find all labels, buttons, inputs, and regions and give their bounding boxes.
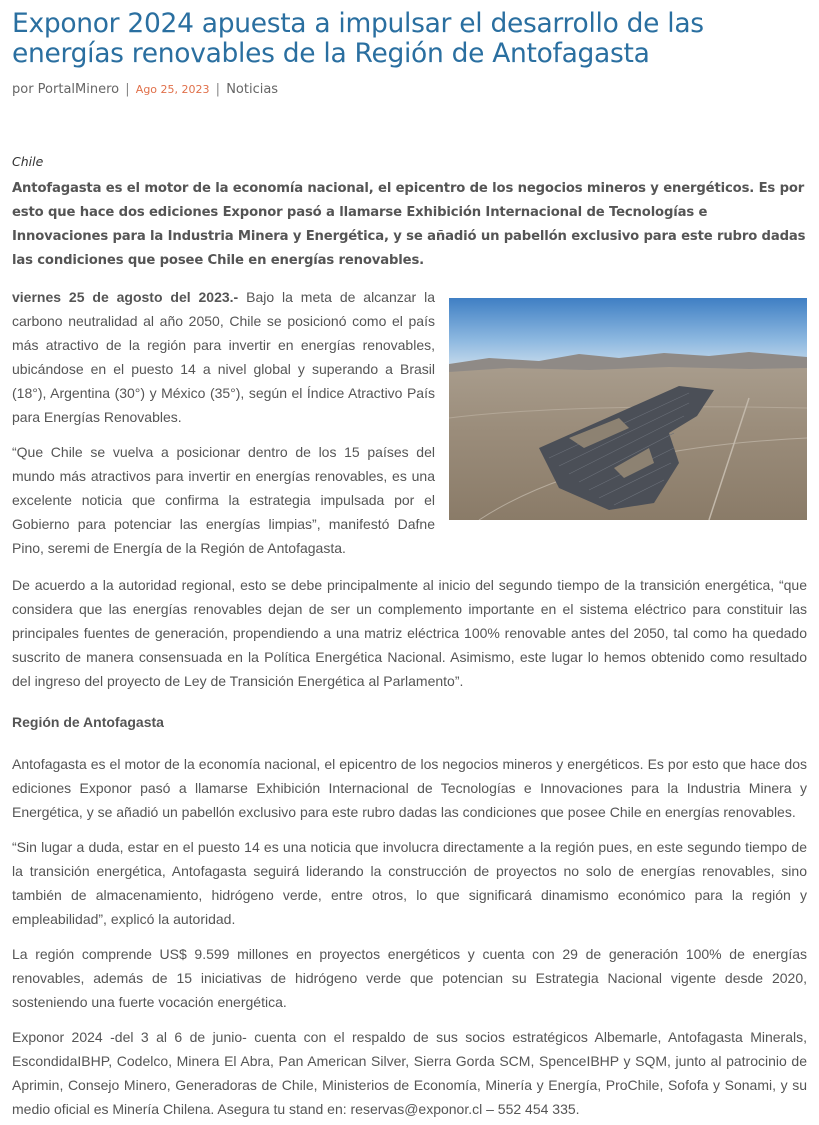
section-heading: Región de Antofagasta	[12, 714, 164, 730]
paragraph-3: De acuerdo a la autoridad regional, esto se debe principalmente al inicio del segundo tiempo de la transición energética, “que considera que las energías renovables dejan de ser un complemento importante en el sistema eléctrico para constituir las principales fuentes de generación, propendiendo a una matriz eléctrica 100% renovable antes del 2050, tal como ha quedado suscrito de manera consensuada en la Política Energética Nacional. Asimismo, este lugar lo hemos obtenido como resultado del ingreso del proyecto de Ley de Transición Energética al Parlamento”.	[12, 577, 807, 689]
paragraph-2: “Que Chile se vuelva a posicionar dentro de los 15 países del mundo más atractivos para invertir en energías renovables, es una excelente noticia que confirma la estrategia impulsada por el Gobierno para potenciar las energías limpias”, manifestó Dafne Pino, seremi de Energía de la Región de Antofagasta.	[12, 444, 435, 556]
meta-separator: |	[125, 82, 130, 97]
paragraph-1	[12, 285, 435, 429]
category-link[interactable]: Noticias	[226, 82, 279, 97]
article-body-top	[12, 285, 807, 560]
dateline: viernes 25 de agosto del 2023.-	[12, 289, 239, 305]
article-title: Exponor 2024 apuesta a impulsar el desarrollo de las energías renovables de la Región de Antofagasta	[12, 8, 704, 69]
article-lead: Antofagasta es el motor de la economía nacional, el epicentro de los negocios mineros y energéticos. Es por esto que hace dos ediciones Exponor pasó a llamarse Exhibición Internacional de Tecnologías e Innovaciones para la Industria Minera y Energética, y se añadió un pabellón exclusivo para este rubro dadas las condiciones que posee Chile en energías renovables.	[12, 181, 806, 268]
article-body	[12, 573, 807, 1121]
author-link[interactable]: por PortalMinero	[12, 82, 120, 97]
paragraph-7: Exponor 2024 -del 3 al 6 de junio- cuenta con el respaldo de sus socios estratégicos Albemarle, Antofagasta Minerals, EscondidaIBHP, Codelco, Minera El Abra, Pan American Silver, Sierra Gorda SCM, SpenceIBHP y SQM, junto al patrocinio de Aprimin, Consejo Minero, Generadoras de Chile, Ministerios de Economía, Minería y Energía, ProChile, Sofofa y Sonami, y su medio oficial es Minería Chilena. Asegura tu stand en: reservas@exponor.cl – 552 454 335.	[12, 1029, 807, 1117]
meta-separator: |	[215, 82, 221, 97]
publish-date: Ago 25, 2023	[135, 83, 210, 96]
paragraph-4: Antofagasta es el motor de la economía nacional, el epicentro de los negocios mineros y energéticos. Es por esto que hace dos ediciones Exponor pasó a llamarse Exhibición Internacional de Tecnologías e Innovaciones para la Industria Minera y Energética, y se añadió un pabellón exclusivo para este rubro dadas las condiciones que posee Chile en energías renovables.	[12, 756, 807, 820]
article-location: Chile	[12, 154, 44, 169]
paragraph-6: La región comprende US$ 9.599 millones en proyectos energéticos y cuenta con 29 de generación 100% de energías renovables, además de 15 iniciativas de hidrógeno verde que potencian su Estrategia Nacional vigente desde 2020, sosteniendo una fuerte vocación energética.	[12, 946, 807, 1010]
solar-plant-photo	[449, 298, 807, 520]
article-meta	[12, 81, 807, 99]
paragraph-1-text: Bajo la meta de alcanzar la carbono neutralidad al año 2050, Chile se posicionó como el país más atractivo de la región para invertir en energías renovables, ubicándose en el puesto 14 a nivel global y superando a Brasil (18°), Argentina (30°) y México (35°), según el Índice Atractivo País para Energías Renovables.	[12, 289, 435, 425]
solar-plant-image	[449, 298, 807, 520]
paragraph-5: “Sin lugar a duda, estar en el puesto 14 es una noticia que involucra directamente a la región pues, en este segundo tiempo de la transición energética, Antofagasta seguirá liderando la construcción de proyectos no solo de energías renovables, sino también de almacenamiento, hidrógeno verde, entre otros, lo que significará dinamismo económico para la región y empleabilidad”, explicó la autoridad.	[12, 839, 807, 927]
